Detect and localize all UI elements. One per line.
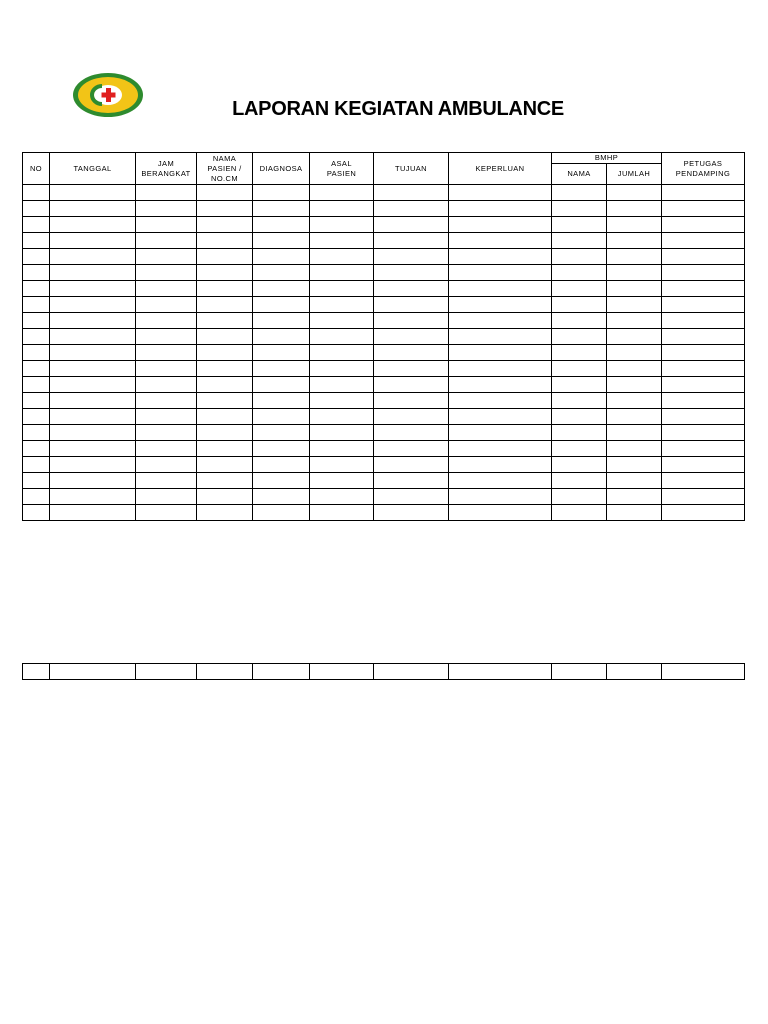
table-row — [23, 345, 745, 361]
table-cell — [374, 265, 449, 281]
table-cell — [374, 377, 449, 393]
header-keperluan: KEPERLUAN — [449, 153, 552, 185]
table-cell — [136, 297, 197, 313]
table-cell — [197, 297, 253, 313]
table-cell — [662, 281, 745, 297]
table-cell — [197, 409, 253, 425]
table-cell — [607, 265, 662, 281]
table-cell — [607, 377, 662, 393]
table-cell — [50, 473, 136, 489]
header-jam-berangkat: JAM BERANGKAT — [136, 153, 197, 185]
table-cell — [310, 441, 374, 457]
table-cell — [310, 345, 374, 361]
table-cell — [449, 361, 552, 377]
table-cell — [50, 313, 136, 329]
table-row — [23, 233, 745, 249]
table-cell — [23, 377, 50, 393]
table-cell — [662, 409, 745, 425]
table-cell — [374, 489, 449, 505]
table-cell — [607, 505, 662, 521]
table-cell — [449, 425, 552, 441]
table-row — [23, 313, 745, 329]
table-cell — [23, 233, 50, 249]
table-row — [23, 249, 745, 265]
table-cell — [607, 361, 662, 377]
table-cell — [310, 505, 374, 521]
table-cell — [310, 249, 374, 265]
table-cell — [50, 664, 136, 680]
table-cell — [310, 425, 374, 441]
table-cell — [136, 345, 197, 361]
table-row — [23, 185, 745, 201]
table-cell — [23, 217, 50, 233]
table-cell — [449, 281, 552, 297]
table-cell — [552, 393, 607, 409]
table-cell — [253, 201, 310, 217]
table-cell — [253, 377, 310, 393]
table-cell — [552, 409, 607, 425]
table-cell — [607, 441, 662, 457]
table-row — [23, 489, 745, 505]
table-cell — [552, 425, 607, 441]
table-row — [23, 361, 745, 377]
table-cell — [253, 329, 310, 345]
header-no: NO — [23, 153, 50, 185]
table-cell — [449, 185, 552, 201]
table-cell — [662, 664, 745, 680]
table-cell — [253, 297, 310, 313]
table-cell — [136, 441, 197, 457]
table-cell — [23, 425, 50, 441]
table-cell — [310, 201, 374, 217]
table-cell — [552, 185, 607, 201]
table-cell — [50, 297, 136, 313]
table-cell — [23, 249, 50, 265]
table-cell — [136, 249, 197, 265]
table-cell — [449, 329, 552, 345]
table-cell — [552, 249, 607, 265]
table-cell — [662, 393, 745, 409]
table-cell — [552, 505, 607, 521]
table-row — [23, 441, 745, 457]
table-cell — [197, 457, 253, 473]
table-cell — [310, 457, 374, 473]
table-cell — [23, 361, 50, 377]
table-cell — [374, 313, 449, 329]
table-cell — [23, 489, 50, 505]
table-cell — [197, 185, 253, 201]
table-cell — [253, 425, 310, 441]
table-cell — [552, 201, 607, 217]
table-cell — [552, 233, 607, 249]
table-cell — [310, 297, 374, 313]
header-nama-pasien: NAMA PASIEN / NO.CM — [197, 153, 253, 185]
table-cell — [50, 441, 136, 457]
table-cell — [552, 313, 607, 329]
table-cell — [662, 201, 745, 217]
table-cell — [197, 489, 253, 505]
table-row — [23, 425, 745, 441]
table-cell — [552, 489, 607, 505]
table-cell — [253, 361, 310, 377]
table-cell — [136, 505, 197, 521]
table-cell — [253, 249, 310, 265]
table-cell — [23, 664, 50, 680]
table-cell — [23, 393, 50, 409]
table-cell — [50, 361, 136, 377]
table-cell — [253, 457, 310, 473]
table-cell — [197, 377, 253, 393]
table-cell — [662, 217, 745, 233]
table-cell — [50, 265, 136, 281]
table-row — [23, 281, 745, 297]
table-row — [23, 297, 745, 313]
table-cell — [449, 457, 552, 473]
table-cell — [449, 664, 552, 680]
table-cell — [607, 217, 662, 233]
table-cell — [662, 313, 745, 329]
table-cell — [449, 233, 552, 249]
table-cell — [607, 313, 662, 329]
table-cell — [310, 217, 374, 233]
table-cell — [374, 185, 449, 201]
table-cell — [374, 217, 449, 233]
table-cell — [253, 393, 310, 409]
table-cell — [374, 201, 449, 217]
table-cell — [449, 265, 552, 281]
table-cell — [607, 409, 662, 425]
table-cell — [253, 409, 310, 425]
table-cell — [253, 473, 310, 489]
table-cell — [552, 345, 607, 361]
table-cell — [374, 425, 449, 441]
table-row — [23, 664, 745, 680]
table-cell — [449, 489, 552, 505]
table-cell — [253, 505, 310, 521]
table-cell — [552, 281, 607, 297]
table-cell — [136, 489, 197, 505]
table-cell — [607, 281, 662, 297]
table-cell — [374, 473, 449, 489]
table-cell — [662, 425, 745, 441]
table-cell — [197, 425, 253, 441]
table-cell — [197, 201, 253, 217]
table-cell — [552, 664, 607, 680]
table-cell — [662, 297, 745, 313]
header-diagnosa: DIAGNOSA — [253, 153, 310, 185]
table-cell — [662, 345, 745, 361]
table-cell — [136, 233, 197, 249]
table-cell — [310, 329, 374, 345]
table-cell — [552, 441, 607, 457]
header-bmhp: BMHP — [552, 153, 662, 164]
table-row — [23, 265, 745, 281]
table-cell — [136, 201, 197, 217]
table-cell — [662, 265, 745, 281]
table-cell — [136, 217, 197, 233]
table-cell — [197, 249, 253, 265]
table-cell — [50, 505, 136, 521]
table-cell — [552, 473, 607, 489]
table-cell — [23, 473, 50, 489]
table-cell — [662, 377, 745, 393]
table-cell — [662, 441, 745, 457]
table-cell — [449, 217, 552, 233]
table-cell — [197, 345, 253, 361]
table-cell — [552, 217, 607, 233]
table-cell — [136, 329, 197, 345]
table-cell — [607, 297, 662, 313]
table-cell — [136, 377, 197, 393]
table-cell — [662, 185, 745, 201]
footer-table — [22, 663, 745, 680]
table-cell — [197, 664, 253, 680]
table-cell — [310, 185, 374, 201]
table-cell — [136, 265, 197, 281]
table-cell — [136, 409, 197, 425]
table-cell — [449, 313, 552, 329]
table-cell — [23, 265, 50, 281]
table-cell — [607, 249, 662, 265]
table-cell — [607, 489, 662, 505]
table-cell — [136, 185, 197, 201]
table-cell — [197, 473, 253, 489]
table-cell — [197, 281, 253, 297]
table-cell — [449, 377, 552, 393]
table-cell — [374, 457, 449, 473]
table-cell — [374, 505, 449, 521]
table-cell — [23, 297, 50, 313]
header-tanggal: TANGGAL — [50, 153, 136, 185]
table-cell — [50, 217, 136, 233]
table-cell — [197, 441, 253, 457]
table-cell — [23, 345, 50, 361]
table-cell — [197, 329, 253, 345]
table-row — [23, 329, 745, 345]
page-title: LAPORAN KEGIATAN AMBULANCE — [232, 98, 564, 120]
table-cell — [136, 313, 197, 329]
table-cell — [136, 361, 197, 377]
table-cell — [23, 505, 50, 521]
table-cell — [310, 313, 374, 329]
table-cell — [50, 249, 136, 265]
table-cell — [374, 361, 449, 377]
table-cell — [136, 281, 197, 297]
table-cell — [50, 329, 136, 345]
table-cell — [607, 233, 662, 249]
table-cell — [50, 185, 136, 201]
table-cell — [607, 345, 662, 361]
table-cell — [552, 457, 607, 473]
table-cell — [449, 473, 552, 489]
table-cell — [310, 377, 374, 393]
table-cell — [310, 361, 374, 377]
table-cell — [607, 425, 662, 441]
table-cell — [374, 409, 449, 425]
table-row — [23, 409, 745, 425]
table-cell — [449, 505, 552, 521]
table-cell — [50, 201, 136, 217]
table-cell — [552, 297, 607, 313]
table-cell — [253, 664, 310, 680]
table-cell — [662, 233, 745, 249]
table-cell — [197, 313, 253, 329]
table-cell — [662, 473, 745, 489]
table-cell — [136, 664, 197, 680]
table-cell — [50, 409, 136, 425]
table-cell — [253, 233, 310, 249]
table-cell — [662, 489, 745, 505]
table-cell — [374, 233, 449, 249]
table-cell — [50, 393, 136, 409]
table-cell — [449, 345, 552, 361]
table-row — [23, 217, 745, 233]
table-row — [23, 457, 745, 473]
table-cell — [607, 473, 662, 489]
table-cell — [136, 393, 197, 409]
table-cell — [253, 489, 310, 505]
table-cell — [310, 409, 374, 425]
table-cell — [253, 185, 310, 201]
table-cell — [449, 201, 552, 217]
activity-table — [22, 152, 745, 521]
table-cell — [253, 345, 310, 361]
table-cell — [310, 265, 374, 281]
table-cell — [607, 457, 662, 473]
table-cell — [449, 441, 552, 457]
table-cell — [374, 297, 449, 313]
table-row — [23, 201, 745, 217]
table-cell — [449, 297, 552, 313]
table-cell — [310, 664, 374, 680]
table-cell — [253, 441, 310, 457]
table-row — [23, 473, 745, 489]
table-cell — [253, 265, 310, 281]
table-cell — [50, 425, 136, 441]
table-cell — [310, 233, 374, 249]
table-cell — [607, 664, 662, 680]
table-cell — [23, 441, 50, 457]
table-cell — [197, 217, 253, 233]
table-cell — [50, 345, 136, 361]
table-cell — [310, 281, 374, 297]
table-cell — [607, 201, 662, 217]
table-cell — [310, 393, 374, 409]
table-cell — [136, 425, 197, 441]
table-cell — [662, 249, 745, 265]
table-cell — [552, 361, 607, 377]
table-cell — [253, 217, 310, 233]
table-cell — [662, 361, 745, 377]
table-cell — [50, 377, 136, 393]
table-cell — [50, 233, 136, 249]
table-cell — [23, 185, 50, 201]
table-cell — [310, 473, 374, 489]
table-cell — [23, 409, 50, 425]
header-bmhp-nama: NAMA — [552, 164, 607, 185]
table-cell — [197, 233, 253, 249]
table-cell — [50, 457, 136, 473]
table-cell — [310, 489, 374, 505]
table-cell — [253, 281, 310, 297]
table-cell — [23, 313, 50, 329]
table-cell — [23, 329, 50, 345]
table-cell — [50, 489, 136, 505]
table-cell — [197, 505, 253, 521]
header-bmhp-jumlah: JUMLAH — [607, 164, 662, 185]
header-tujuan: TUJUAN — [374, 153, 449, 185]
table-cell — [253, 313, 310, 329]
table-cell — [449, 409, 552, 425]
table-cell — [449, 249, 552, 265]
table-row — [23, 377, 745, 393]
table-cell — [374, 393, 449, 409]
table-cell — [374, 345, 449, 361]
header-asal-pasien: ASAL PASIEN — [310, 153, 374, 185]
table-cell — [552, 265, 607, 281]
table-cell — [552, 377, 607, 393]
table-cell — [662, 457, 745, 473]
table-cell — [23, 457, 50, 473]
table-cell — [607, 185, 662, 201]
table-cell — [136, 457, 197, 473]
table-cell — [374, 441, 449, 457]
table-cell — [374, 281, 449, 297]
table-cell — [136, 473, 197, 489]
table-cell — [50, 281, 136, 297]
table-cell — [374, 329, 449, 345]
table-cell — [552, 329, 607, 345]
table-cell — [662, 505, 745, 521]
table-cell — [374, 664, 449, 680]
table-cell — [374, 249, 449, 265]
table-cell — [449, 393, 552, 409]
table-cell — [662, 329, 745, 345]
table-cell — [197, 265, 253, 281]
table-cell — [607, 393, 662, 409]
table-cell — [607, 329, 662, 345]
table-row — [23, 393, 745, 409]
table-cell — [197, 393, 253, 409]
header-petugas-pendamping: PETUGAS PENDAMPING — [662, 153, 745, 185]
table-cell — [23, 281, 50, 297]
table-cell — [23, 201, 50, 217]
table-cell — [197, 361, 253, 377]
table-row — [23, 505, 745, 521]
